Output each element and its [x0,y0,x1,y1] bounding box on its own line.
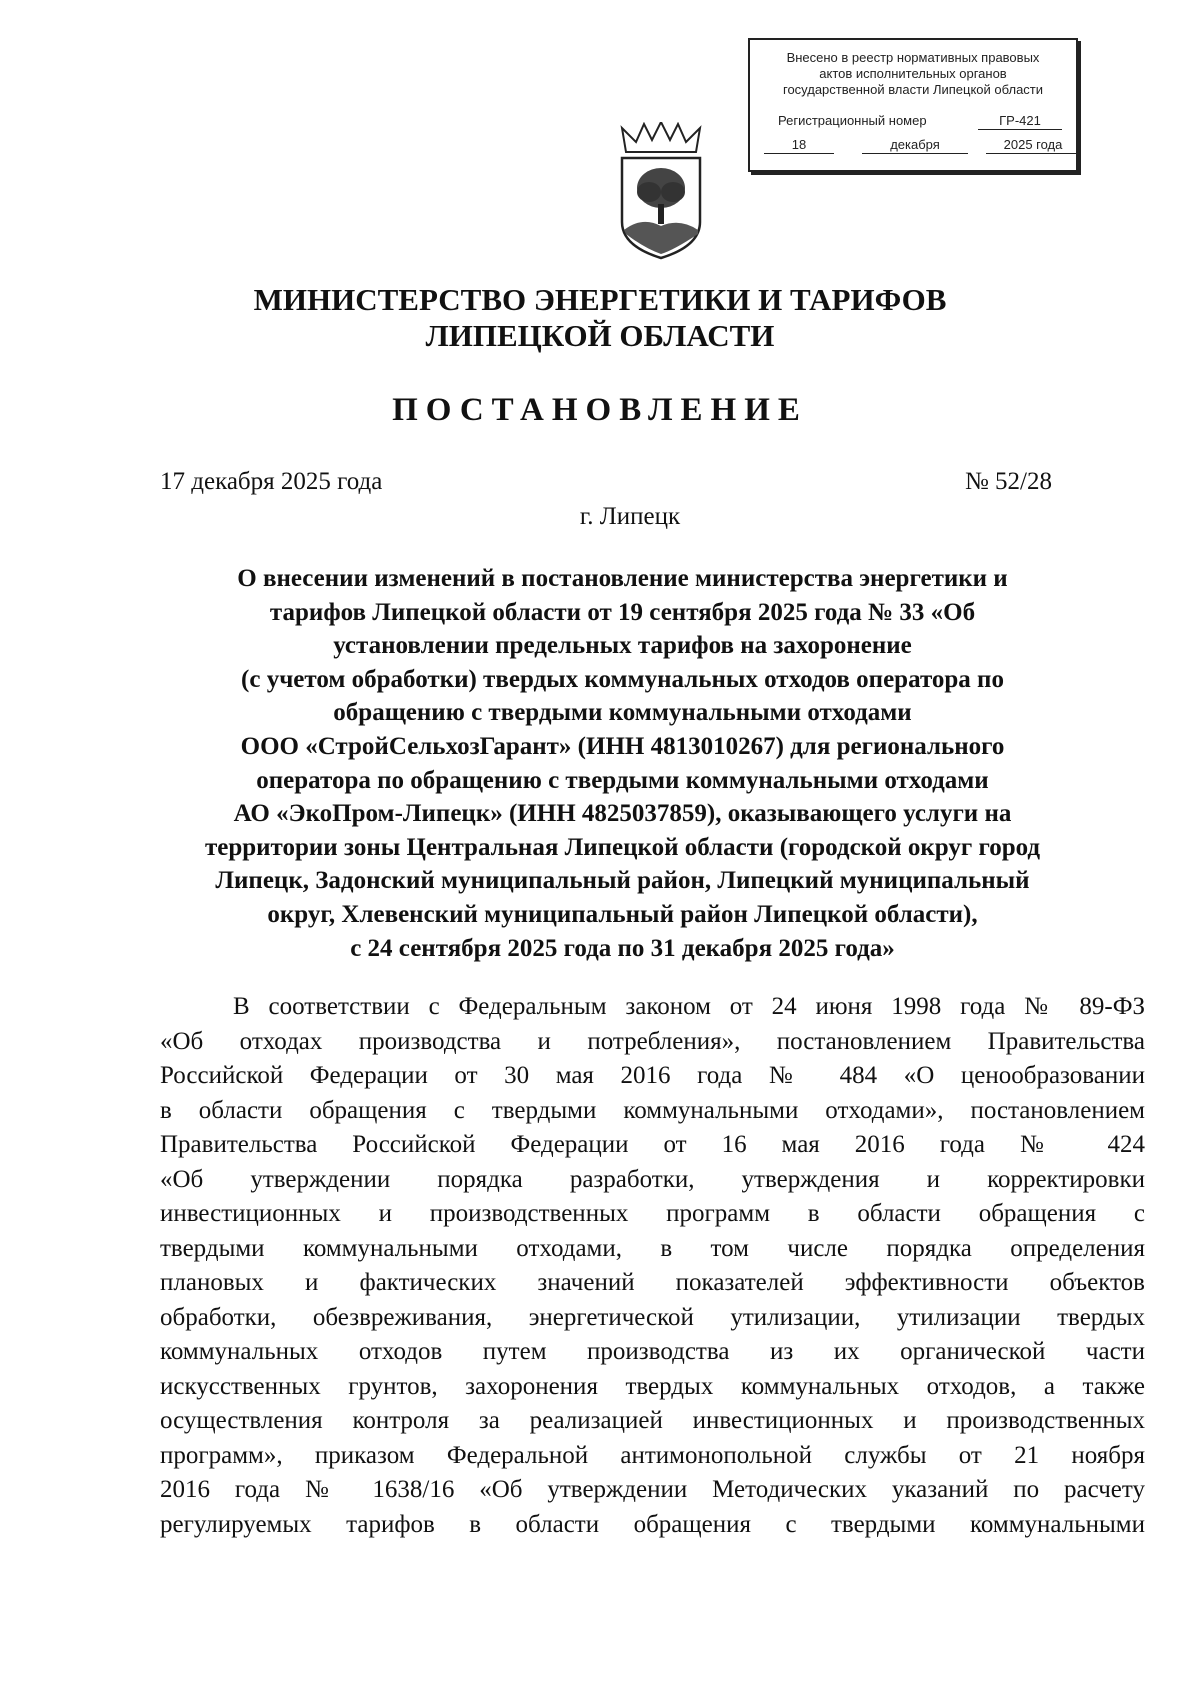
body-line: коммунальных отходов путем производства из их органической части [160,1338,1145,1365]
body-line: инвестиционных и производственных программ в области обращения с [160,1200,1145,1227]
ministry-name-line: МИНИСТЕРСТВО ЭНЕРГЕТИКИ И ТАРИФОВ [253,282,947,317]
stamp-day: 18 [764,137,834,154]
subject-line: территории зоны Центральная Липецкой области (городской округ город [204,833,1041,861]
body-line: программ», приказом Федеральной антимонопольной службы от 21 ноября [160,1441,1145,1469]
subject-line: АО «ЭкоПром-Липецк» (ИНН 4825037859), оказывающего услуги на [233,800,1012,828]
stamp-line: актов исполнительных органов [819,66,1007,81]
document-body [160,990,1145,1542]
subject-line: (с учетом обработки) твердых коммунальных отходов оператора по [241,665,1004,693]
subject-line: Липецк, Задонский муниципальный район, Липецкий муниципальный [215,867,1030,895]
document-number: № 52/28 [964,468,1052,495]
registry-stamp [748,38,1078,172]
lipetsk-coat-of-arms-icon [614,122,708,262]
ministry-name-line: ЛИПЕЦКОЙ ОБЛАСТИ [425,318,775,353]
stamp-month: декабря [862,137,968,154]
stamp-line: Внесено в реестр нормативных правовых [786,50,1040,65]
subject-line: ООО «СтройСельхозГарант» (ИНН 4813010267) для регионального [240,732,1005,760]
stamp-registration-number: ГР-421 [978,113,1062,130]
body-line: Правительства Российской Федерации от 16 мая 2016 года № 424 [160,1131,1145,1158]
stamp-registration-row [778,113,1062,131]
stamp-line: государственной власти Липецкой области [782,82,1044,97]
subject-line: О внесении изменений в постановление министерства энергетики и [237,565,1008,592]
document-date: 17 декабря 2025 года [160,468,383,495]
body-line: плановых и фактических значений показателей эффективности объектов [160,1269,1145,1296]
body-line: осуществления контроля за реализацией инвестиционных и производственных [160,1407,1145,1434]
subject-line: тарифов Липецкой области от 19 сентября 2025 года № 33 «Об [269,598,976,626]
document-type: ПОСТАНОВЛЕНИЕ [392,392,808,428]
subject-line: обращению с твердыми коммунальными отходами [333,699,912,727]
subject-line: оператора по обращению с твердыми коммунальными отходами [256,766,989,794]
stamp-date-row [764,137,1062,155]
subject-line: округ, Хлевенский муниципальный район Липецкой области), [267,900,978,928]
body-line: Российской Федерации от 30 мая 2016 года № 484 «О ценообразовании [160,1062,1145,1089]
body-line: в области обращения с твердыми коммунальными отходами», постановлением [160,1096,1145,1124]
body-line: искусственных грунтов, захоронения твердых коммунальных отходов, а также [160,1372,1145,1400]
body-line: твердыми коммунальными отходами, в том числе порядка определения [160,1234,1145,1262]
body-line: 2016 года № 1638/16 «Об утверждении Методических указаний по расчету [160,1476,1145,1503]
body-line: «Об отходах производства и потребления», постановлением Правительства [160,1027,1145,1055]
stamp-registration-label: Регистрационный номер [778,113,927,128]
body-line: обработки, обезвреживания, энергетической утилизации, утилизации твердых [160,1303,1145,1331]
body-line: В соответствии с Федеральным законом от 24 июня 1998 года № 89-ФЗ [233,993,1145,1020]
body-line: «Об утверждении порядка разработки, утверждения и корректировки [160,1165,1145,1193]
subject-line: с 24 сентября 2025 года по 31 декабря 2025 года» [350,934,895,962]
document-subject [150,562,1095,965]
document-city: г. Липецк [579,503,681,530]
ministry-name [0,282,1200,354]
body-line: регулируемых тарифов в области обращения с твердыми коммунальными [160,1510,1145,1538]
subject-line: установлении предельных тарифов на захоронение [333,632,912,660]
stamp-year: 2025 года [986,137,1080,154]
